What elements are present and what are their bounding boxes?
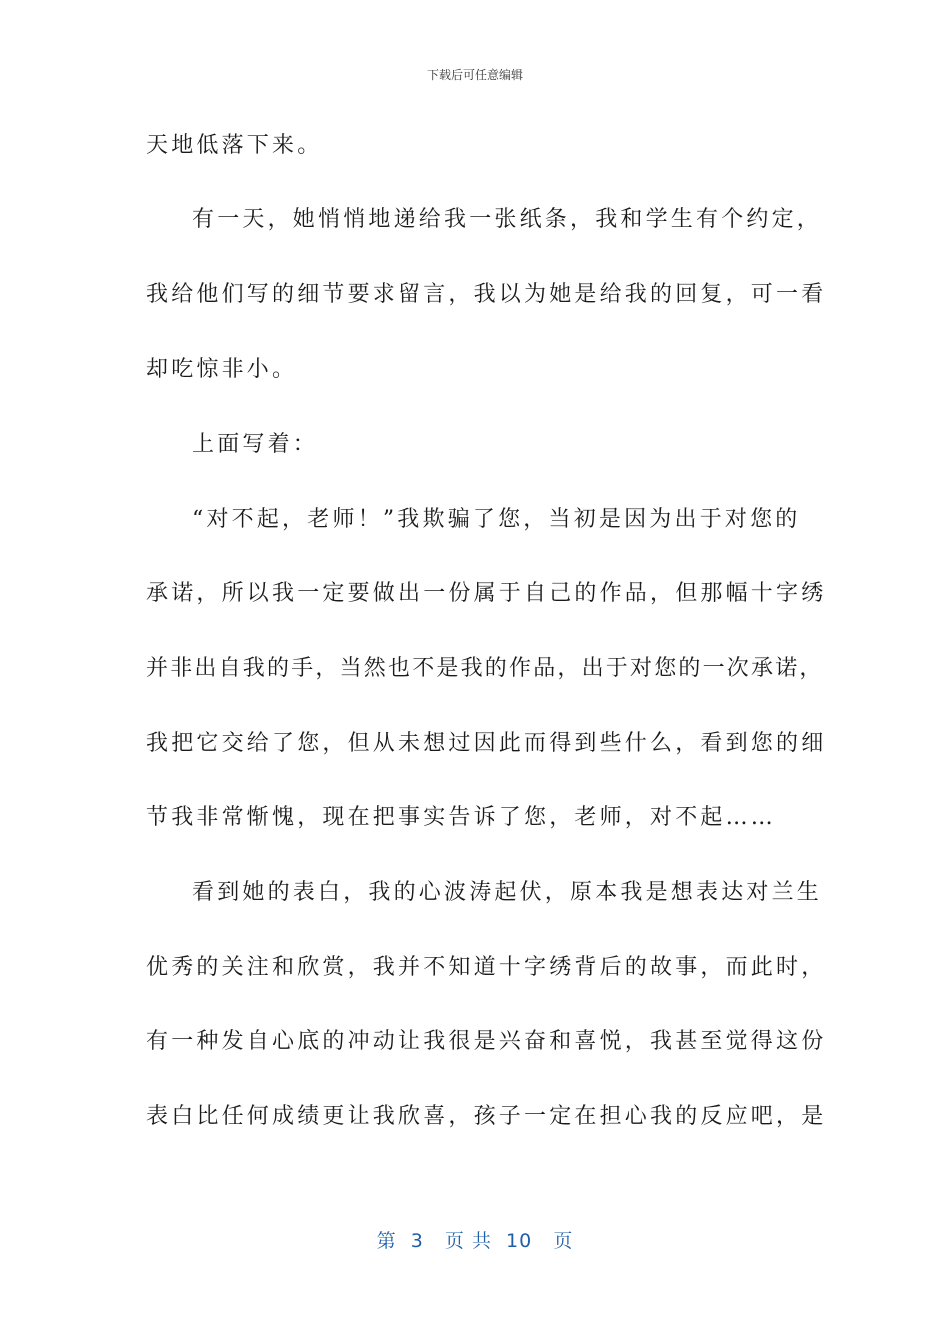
text-line: 有一天，她悄悄地递给我一张纸条，我和学生有个约定，: [192, 207, 823, 232]
text-line: 我把它交给了您，但从未想过因此而得到些什么，看到您的细: [146, 731, 827, 756]
text-line: 并非出自我的手，当然也不是我的作品，出于对您的一次承诺，: [146, 656, 824, 681]
text-line: 优秀的关注和欣赏，我并不知道十字绣背后的故事，而此时，: [146, 955, 827, 980]
text-line: 天地低落下来。: [146, 133, 323, 158]
text-line: 我给他们写的细节要求留言，我以为她是给我的回复，可一看: [146, 282, 827, 307]
text-line: 节我非常惭愧，现在把事实告诉了您，老师，对不起……: [146, 805, 777, 830]
text-line: 有一种发自心底的冲动让我很是兴奋和喜悦，我甚至觉得这份: [146, 1029, 827, 1054]
text-line: 上面写着：: [192, 432, 319, 457]
text-line: 承诺，所以我一定要做出一份属于自己的作品，但那幅十字绣: [146, 581, 827, 606]
text-line: 表白比任何成绩更让我欣喜，孩子一定在担心我的反应吧，是: [146, 1104, 827, 1129]
text-line: “对不起，老师！”我欺骗了您，当初是因为出于对您的: [192, 507, 801, 532]
page-header: 下载后可任意编辑: [426, 68, 523, 82]
text-line: 却吃惊非小。: [146, 357, 298, 382]
page-number-footer: 第 3 页 共 10 页: [376, 1230, 574, 1252]
text-line: 看到她的表白，我的心波涛起伏，原本我是想表达对兰生: [192, 880, 823, 905]
